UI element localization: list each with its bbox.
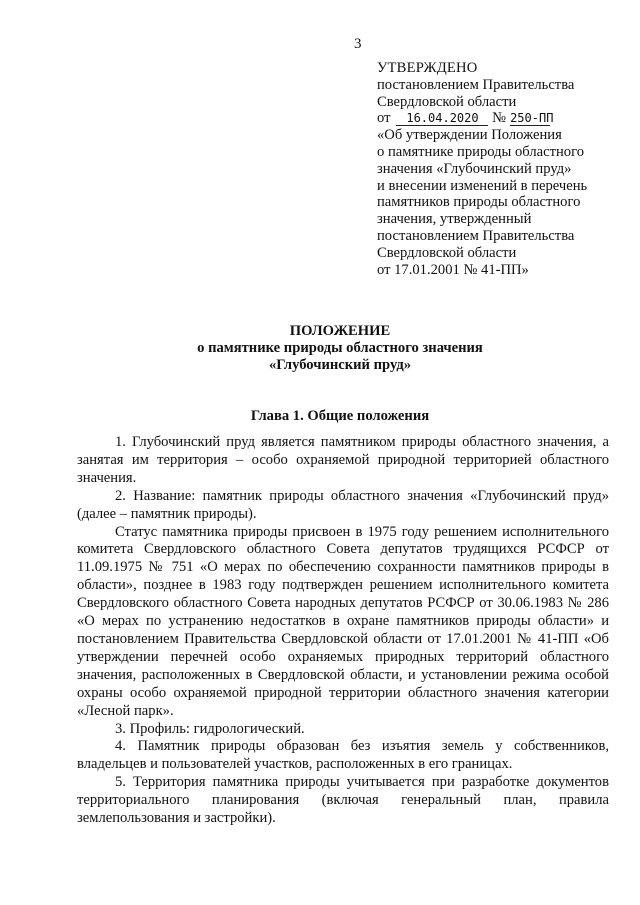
approval-date-line: [377, 110, 627, 127]
paragraph: 1. Глубочинский пруд является памятником природы областного значения, а занятая им территория – особо охраняемой природной территорией областного значения.: [77, 434, 609, 486]
paragraph: 2. Название: памятник природы областного значения «Глубочинский пруд» (далее – памятник природы).: [77, 487, 609, 522]
approval-number: 250-ПП: [510, 111, 554, 126]
approval-subject-line: и внесении изменений в перечень: [377, 177, 588, 194]
approval-date: 16.04.2020: [396, 111, 488, 126]
approval-subject-line: о памятнике природы областного: [377, 143, 584, 160]
approval-from-label: от: [377, 110, 391, 127]
document-title: ПОЛОЖЕНИЕ: [289, 323, 391, 339]
approval-stamp: [377, 60, 627, 278]
document-body: [77, 434, 609, 828]
paragraph: 4. Памятник природы образован без изъятия земель у собственников, владельцев и пользователей участков, расположенных в его границах.: [77, 738, 609, 773]
approval-subject-line: памятников природы областного: [377, 194, 581, 211]
approval-subject-line: от 17.01.2001 № 41-ПП»: [377, 261, 529, 278]
paragraph: 5. Территория памятника природы учитывается при разработке документов территориального планирования (включая генеральный план, правила землепользования и застройки).: [77, 774, 609, 827]
approval-subject-line: значения «Глубочинский пруд»: [377, 160, 572, 177]
approval-subject-line: Свердловской области: [377, 244, 517, 261]
approval-line: Свердловской области: [377, 93, 517, 110]
approval-subject-line: постановлением Правительства: [377, 227, 575, 244]
approval-number-label: №: [492, 110, 507, 127]
paragraph: 3. Профиль: гидрологический.: [115, 720, 305, 737]
approval-line: постановлением Правительства: [377, 76, 575, 93]
page-number: 3: [354, 36, 362, 52]
approval-subject-line: значения, утвержденный: [377, 211, 532, 228]
document-subtitle-name: «Глубочинский пруд»: [268, 357, 412, 373]
paragraph: Статус памятника природы присвоен в 1975 году решением исполнительного комитета Свердловского областного Совета депутатов трудящихся РСФСР от 11.09.1975 № 751 «О мерах по обеспечению сохранности памятников природы в области», позднее в 1983 году подтвержден решением исполнительного комитета Свердловского областного Совета народных депутатов РСФСР от 30.06.1983 № 286 «О мерах по устранению недостатков в охране памятников природы области» и постановлением Правительства Свердловской области от 17.01.2001 № 41-ПП «Об утверждении перечней особо охраняемых природных территорий областного значения, расположенных в Свердловской области, и установлении режима особой охраны особо охраняемой природной территории областного значения категории «Лесной парк».: [77, 523, 609, 719]
chapter-heading: Глава 1. Общие положения: [250, 408, 430, 424]
document-subtitle: о памятнике природы областного значения: [197, 340, 483, 356]
approval-subject-line: «Об утверждении Положения: [377, 127, 562, 144]
approval-heading: УТВЕРЖДЕНО: [377, 60, 478, 76]
